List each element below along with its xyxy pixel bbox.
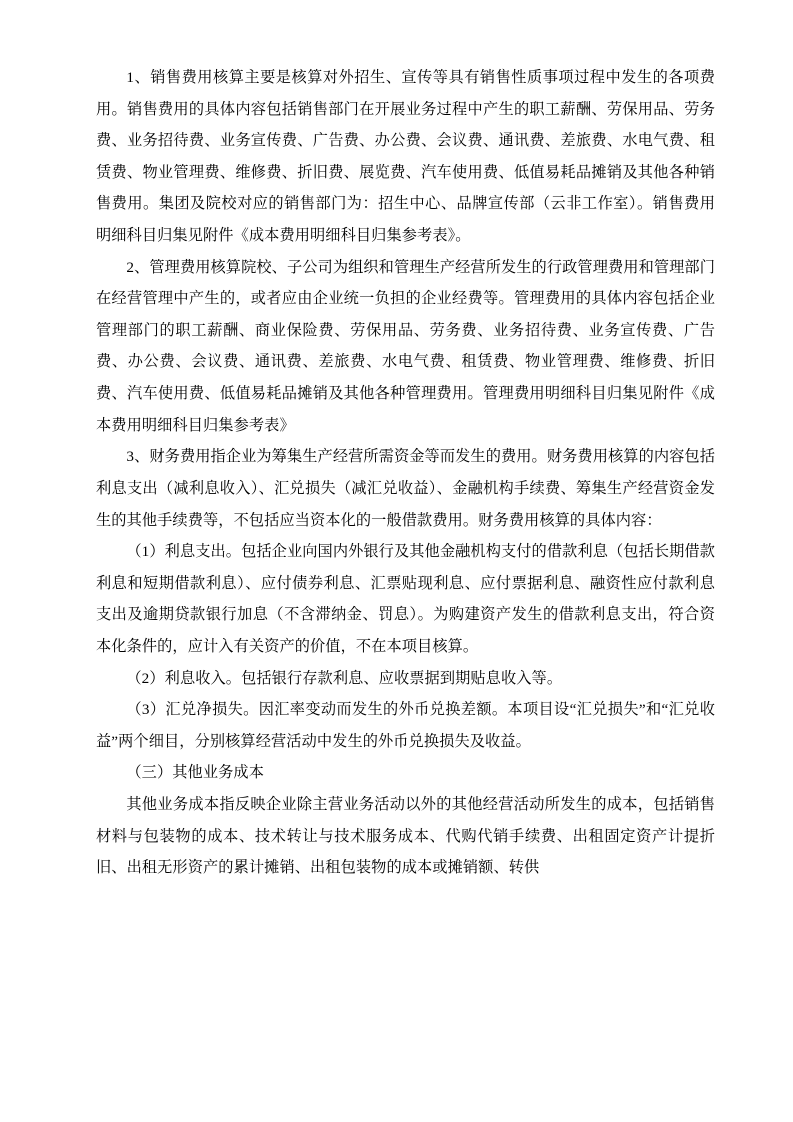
paragraph-5: （2）利息收入。包括银行存款利息、应收票据到期贴息收入等。 — [126, 669, 563, 687]
paragraph-3: 3、财务费用指企业为筹集生产经营所需资金等而发生的费用。财务费用核算的内容包括利息支出（减利息收入）、汇兑损失（减汇兑收益）、金融机构手续费、筹集生产经营资金发生的其他手续费等，不包括应当资本化的一般借款费用。财务费用核算的具体内容： — [96, 448, 716, 529]
paragraph-8: 其他业务成本指反映企业除主营业务活动以外的其他经营活动所发生的成本，包括销售材料与包装物的成本、技术转让与技术服务成本、代购代销手续费、出租固定资产计提折旧、出租无形资产的累计摊销、出租包装物的成本或摊销额、转供 — [96, 796, 715, 877]
paragraph-4: （1）利息支出。包括企业向国内外银行及其他金融机构支付的借款利息（包括长期借款利息和短期借款利息）、应付债券利息、汇票贴现利息、应付票据利息、融资性应付款利息支出及逾期贷款银行加息（不含滞纳金、罚息）。为购建资产发生的借款利息支出，符合资本化条件的，应计入有关资产的价值，不在本项目核算。 — [96, 543, 716, 655]
paragraph-1: 1、销售费用核算主要是核算对外招生、宣传等具有销售性质事项过程中发生的各项费用。销售费用的具体内容包括销售部门在开展业务过程中产生的职工薪酬、劳保用品、劳务费、业务招待费、业务宣传费、广告费、办公费、会议费、通讯费、差旅费、水电气费、租赁费、物业管理费、维修费、折旧费、展览费、汽车使用费、低值易耗品摊销及其他各种销售费用。集团及院校对应的销售部门为：招生中心、品牌宣传部（云非工作室）。销售费用明细科目归集见附件《成本费用明细科目归集参考表》。 — [96, 69, 715, 245]
section-heading-other-business-cost: （三）其他业务成本 — [126, 764, 264, 782]
paragraph-6: （3）汇兑净损失。因汇率变动而发生的外币兑换差额。本项目设“汇兑损失”和“汇兑收益”两个细目，分别核算经营活动中发生的外币兑换损失及收益。 — [96, 701, 715, 750]
document-body — [96, 62, 715, 884]
paragraph-2: 2、管理费用核算院校、子公司为组织和管理生产经营所发生的行政管理费用和管理部门在经营管理中产生的，或者应由企业统一负担的企业经费等。管理费用的具体内容包括企业管理部门的职工薪酬、商业保险费、劳保用品、劳务费、业务招待费、业务宣传费、广告费、办公费、会议费、通讯费、差旅费、水电气费、租赁费、物业管理费、维修费、折旧费、汽车使用费、低值易耗品摊销及其他各种管理费用。管理费用明细科目归集见附件《成本费用明细科目归集参考表》 — [96, 258, 716, 434]
